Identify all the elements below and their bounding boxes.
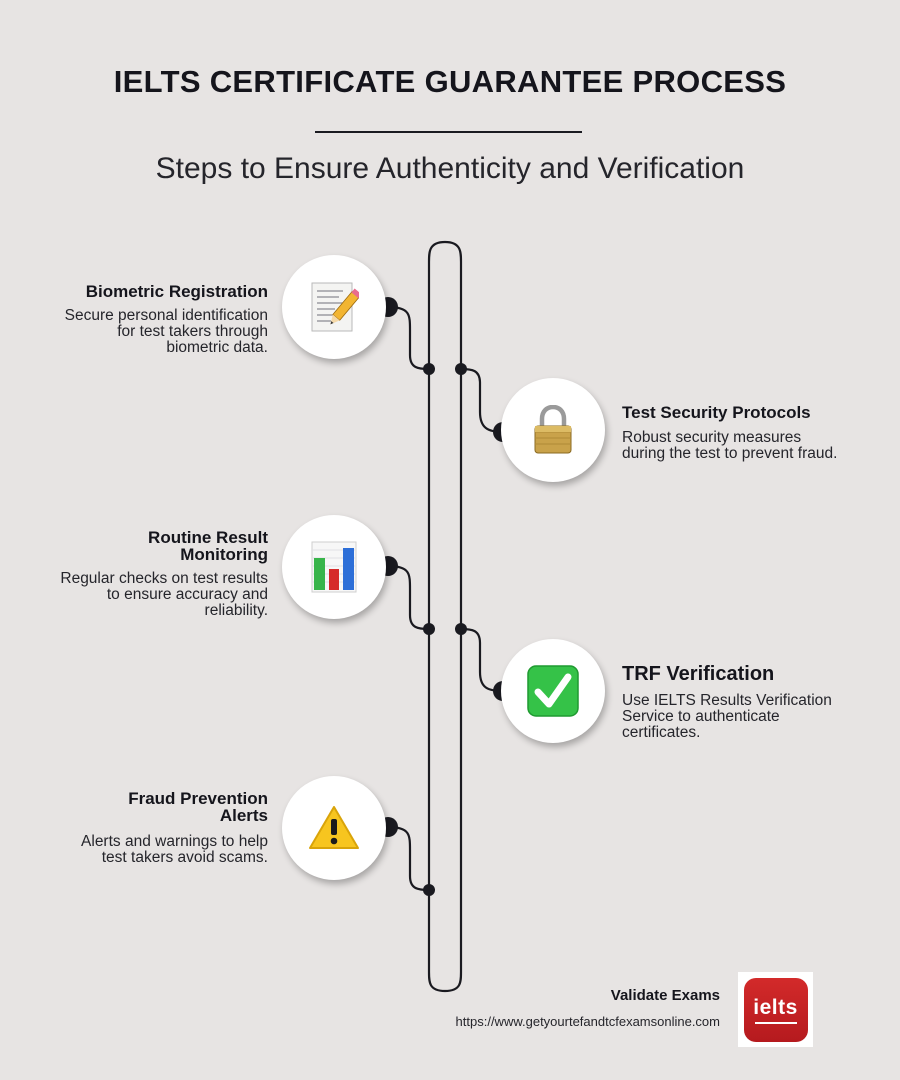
ielts-logo-text: ielts [753,995,798,1019]
connector-step-2 [461,369,503,432]
step-2-icon-circle [501,378,605,482]
step-3-icon-circle [282,515,386,619]
brand-name: Validate Exams [610,987,720,1004]
step-2-description: Robust security measures during the test to prevent fraud. [622,429,838,462]
warning-icon [308,805,360,851]
step-4-title: TRF Verification [622,663,775,685]
logo-underline [755,1022,797,1024]
step-5-description: Alerts and warnings to help test takers avoid scams. [81,833,268,866]
connector-step-4 [461,629,503,691]
step-4-icon-circle [501,639,605,743]
check-mark-icon [527,665,579,717]
joint-step-1 [423,363,435,375]
connector-step-1 [388,307,429,369]
ielts-logo [738,972,813,1047]
page-title: IELTS CERTIFICATE GUARANTEE PROCESS [113,64,787,99]
bar-chart-icon [311,541,357,593]
memo-pencil-icon [309,281,359,333]
joint-step-5 [423,884,435,896]
timeline-track [429,242,461,991]
step-1-description: Secure personal identification for test takers through biometric data. [64,307,268,356]
joint-step-2 [455,363,467,375]
step-5-icon-circle [282,776,386,880]
step-5-title: Fraud Prevention Alerts [128,789,268,825]
website-url[interactable]: https://www.getyourtefandtcfexamsonline.com [455,1014,720,1029]
connector-step-5 [388,827,429,890]
step-4-description: Use IELTS Results Verification Service to authenticate certificates. [622,692,832,741]
step-1-icon-circle [282,255,386,359]
step-1-title: Biometric Registration [85,282,268,301]
page-subtitle: Steps to Ensure Authenticity and Verification [155,152,745,185]
step-3-description: Regular checks on test results to ensure accuracy and reliability. [60,570,268,619]
connector-step-3 [388,566,429,629]
step-3-title: Routine Result Monitoring [148,528,268,564]
padlock-icon [531,405,575,455]
step-2-title: Test Security Protocols [622,403,811,422]
joint-step-4 [455,623,467,635]
joint-step-3 [423,623,435,635]
